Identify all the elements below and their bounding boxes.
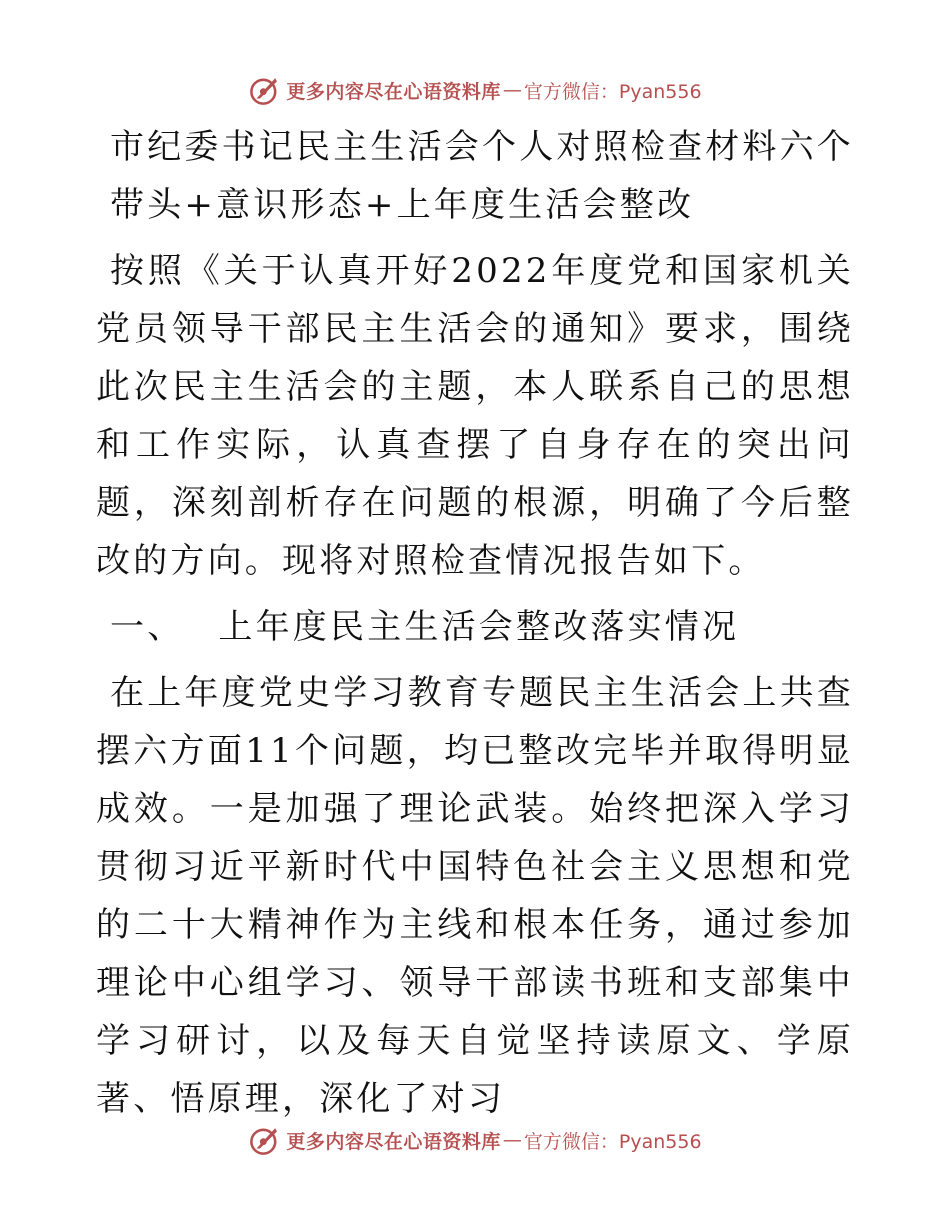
intro-paragraph: 按照《关于认真开好2022年度党和国家机关党员领导干部民主生活会的通知》要求，围绕此次民主生活会的主题，本人联系自己的思想和工作实际，认真查摆了自身存在的突出问题，深刻剖析存在问题的根源，明确了今后整改的方向。现将对照检查情况报告如下。 (96, 251, 854, 581)
watermark-separator: — (502, 79, 522, 101)
section-heading-text: 上年度民主生活会整改落实情况 (218, 607, 740, 647)
body-paragraph: 在上年度党史学习教育专题民主生活会上共查摆六方面11个问题，均已整改完毕并取得明显成效。一是加强了理论武装。始终把深入学习贯彻习近平新时代中国特色社会主义思想和党的二十大精神作为主线和根本任务，通过参加理论中心组学习、领导干部读书班和支部集中学习研讨，以及每天自觉坚持读原文、学原著、悟原理，深化了对习 (96, 673, 854, 1119)
feather-logo-icon (248, 1123, 282, 1157)
watermark-wechat-text: 官方微信：Pyan556 (523, 1130, 702, 1153)
watermark-site-text: 更多内容尽在心语资料库 (286, 80, 501, 103)
document-body (96, 118, 854, 1128)
watermark-wechat-text: 官方微信：Pyan556 (523, 80, 702, 103)
section-heading (96, 598, 854, 656)
document-title: 市纪委书记民主生活会个人对照检查材料六个带头+意识形态+上年度生活会整改 (110, 127, 854, 225)
feather-logo-icon (248, 73, 282, 107)
footer-watermark (0, 1120, 950, 1160)
header-watermark (0, 70, 950, 110)
watermark-site-text: 更多内容尽在心语资料库 (286, 1130, 501, 1153)
section-number: 一、 (110, 607, 185, 647)
watermark-separator: — (502, 1129, 522, 1151)
